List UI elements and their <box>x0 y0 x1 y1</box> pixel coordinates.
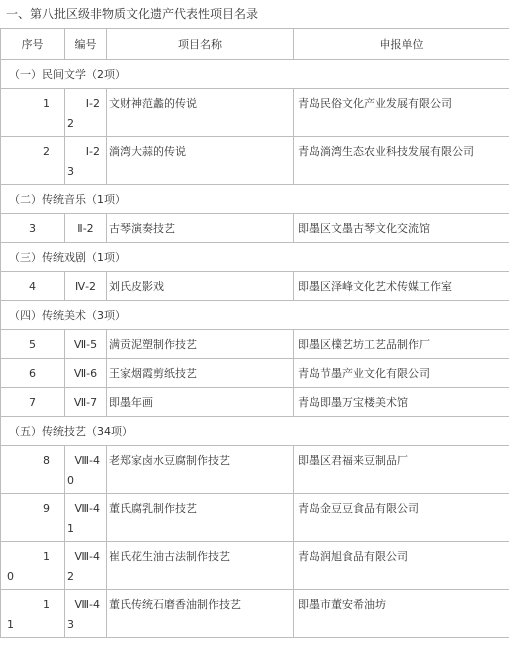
applicant-text: 青岛淌湾生态农业科技发展有限公司 <box>298 144 474 158</box>
category-row <box>1 185 509 214</box>
cell-seq: 6 <box>1 359 65 388</box>
cell-seq-line2: 1 <box>7 618 14 631</box>
project-name-text: 淌湾大蒜的传说 <box>109 144 186 158</box>
heritage-table <box>0 28 509 638</box>
cell-code <box>65 89 107 137</box>
category-label: （四）传统美术（3项） <box>1 301 509 330</box>
header-unit: 申报单位 <box>294 29 509 60</box>
category-label: （三）传统戏剧（1项） <box>1 243 509 272</box>
cell-code <box>65 542 107 590</box>
project-name-text: 董氏腐乳制作技艺 <box>109 501 197 515</box>
cell-project-name <box>107 388 294 417</box>
cell-project-name <box>107 542 294 590</box>
cell-seq <box>1 494 65 542</box>
project-name-text: 满贡泥塑制作技艺 <box>109 338 197 351</box>
cell-code: Ⅶ-7 <box>65 388 107 417</box>
table-row <box>1 590 509 638</box>
cell-seq: 4 <box>1 272 65 301</box>
project-name-text: 王家烟霞剪纸技艺 <box>109 367 197 380</box>
project-name-text: 古琴演奏技艺 <box>109 222 175 235</box>
cell-applicant <box>294 330 509 359</box>
table-row <box>1 388 509 417</box>
cell-code-line1: Ⅰ-2 <box>85 145 100 158</box>
category-row <box>1 60 509 89</box>
table-row <box>1 214 509 243</box>
cell-code-line1: Ⅷ-4 <box>74 550 100 563</box>
applicant-text: 青岛润旭食品有限公司 <box>298 549 408 563</box>
cell-seq <box>1 137 65 185</box>
header-seq: 序号 <box>1 29 65 60</box>
cell-seq-line1: 9 <box>43 502 50 515</box>
cell-applicant <box>294 359 509 388</box>
table-row <box>1 89 509 137</box>
cell-code <box>65 137 107 185</box>
header-name: 项目名称 <box>107 29 294 60</box>
cell-applicant <box>294 272 509 301</box>
cell-seq-line1: 1 <box>43 97 50 110</box>
cell-seq-line1: 1 <box>43 598 50 611</box>
cell-seq-line2: 0 <box>7 570 14 583</box>
cell-code-line2: 3 <box>67 618 74 631</box>
applicant-text: 即墨区泽峰文化艺术传媒工作室 <box>298 280 452 293</box>
category-label: （五）传统技艺（34项） <box>1 417 509 446</box>
cell-project-name <box>107 494 294 542</box>
applicant-text: 青岛即墨万宝楼美术馆 <box>298 396 408 409</box>
cell-code-line2: 0 <box>67 474 74 487</box>
cell-applicant <box>294 214 509 243</box>
cell-applicant <box>294 542 509 590</box>
cell-seq <box>1 446 65 494</box>
table-body <box>1 60 509 638</box>
cell-project-name <box>107 89 294 137</box>
category-row <box>1 243 509 272</box>
cell-applicant <box>294 137 509 185</box>
category-row <box>1 417 509 446</box>
category-row <box>1 301 509 330</box>
cell-seq <box>1 590 65 638</box>
cell-code-line2: 2 <box>67 570 74 583</box>
applicant-text: 青岛金豆豆食品有限公司 <box>298 501 419 515</box>
table-row <box>1 446 509 494</box>
table-header-row <box>1 29 509 60</box>
cell-code: Ⅶ-6 <box>65 359 107 388</box>
list-title: 一、第八批区级非物质文化遗产代表性项目名录 <box>6 7 259 21</box>
cell-project-name <box>107 590 294 638</box>
cell-code <box>65 494 107 542</box>
cell-project-name <box>107 359 294 388</box>
applicant-text: 青岛民俗文化产业发展有限公司 <box>298 96 452 110</box>
project-name-text: 崔氏花生油古法制作技艺 <box>109 549 230 563</box>
cell-applicant <box>294 494 509 542</box>
cell-seq: 3 <box>1 214 65 243</box>
project-name-text: 董氏传统石磨香油制作技艺 <box>109 597 241 611</box>
cell-project-name <box>107 137 294 185</box>
category-label: （二）传统音乐（1项） <box>1 185 509 214</box>
table-row <box>1 330 509 359</box>
applicant-text: 即墨区文墨古琴文化交流馆 <box>298 222 430 235</box>
cell-project-name <box>107 446 294 494</box>
cell-project-name <box>107 272 294 301</box>
cell-project-name <box>107 214 294 243</box>
cell-code-line1: Ⅰ-2 <box>85 97 100 110</box>
cell-seq-line1: 2 <box>43 145 50 158</box>
cell-code-line1: Ⅷ-4 <box>74 598 100 611</box>
cell-seq-line1: 8 <box>43 454 50 467</box>
cell-applicant <box>294 446 509 494</box>
cell-seq <box>1 89 65 137</box>
cell-applicant <box>294 590 509 638</box>
table-row <box>1 542 509 590</box>
applicant-text: 即墨市董安希油坊 <box>298 597 386 611</box>
cell-seq: 5 <box>1 330 65 359</box>
category-label: （一）民间文学（2项） <box>1 60 509 89</box>
header-code: 编号 <box>65 29 107 60</box>
applicant-text: 即墨区君福来豆制品厂 <box>298 453 408 467</box>
cell-code-line2: 2 <box>67 117 74 130</box>
project-name-text: 即墨年画 <box>109 396 153 409</box>
table-row <box>1 359 509 388</box>
cell-code: Ⅱ-2 <box>65 214 107 243</box>
applicant-text: 青岛节墨产业文化有限公司 <box>298 367 430 380</box>
cell-code-line2: 1 <box>67 522 74 535</box>
project-name-text: 刘氏皮影戏 <box>109 280 164 293</box>
project-name-text: 文财神范蠡的传说 <box>109 96 197 110</box>
table-row <box>1 137 509 185</box>
cell-code <box>65 590 107 638</box>
cell-seq: 7 <box>1 388 65 417</box>
cell-code: Ⅶ-5 <box>65 330 107 359</box>
cell-applicant <box>294 388 509 417</box>
cell-seq-line1: 1 <box>43 550 50 563</box>
cell-code-line2: 3 <box>67 165 74 178</box>
table-row <box>1 272 509 301</box>
cell-code <box>65 446 107 494</box>
cell-code-line1: Ⅷ-4 <box>74 454 100 467</box>
cell-seq <box>1 542 65 590</box>
applicant-text: 即墨区檏艺坊工艺品制作厂 <box>298 338 430 351</box>
project-name-text: 老郑家卤水豆腐制作技艺 <box>109 453 230 467</box>
cell-project-name <box>107 330 294 359</box>
table-row <box>1 494 509 542</box>
cell-code: Ⅳ-2 <box>65 272 107 301</box>
cell-code-line1: Ⅷ-4 <box>74 502 100 515</box>
cell-applicant <box>294 89 509 137</box>
